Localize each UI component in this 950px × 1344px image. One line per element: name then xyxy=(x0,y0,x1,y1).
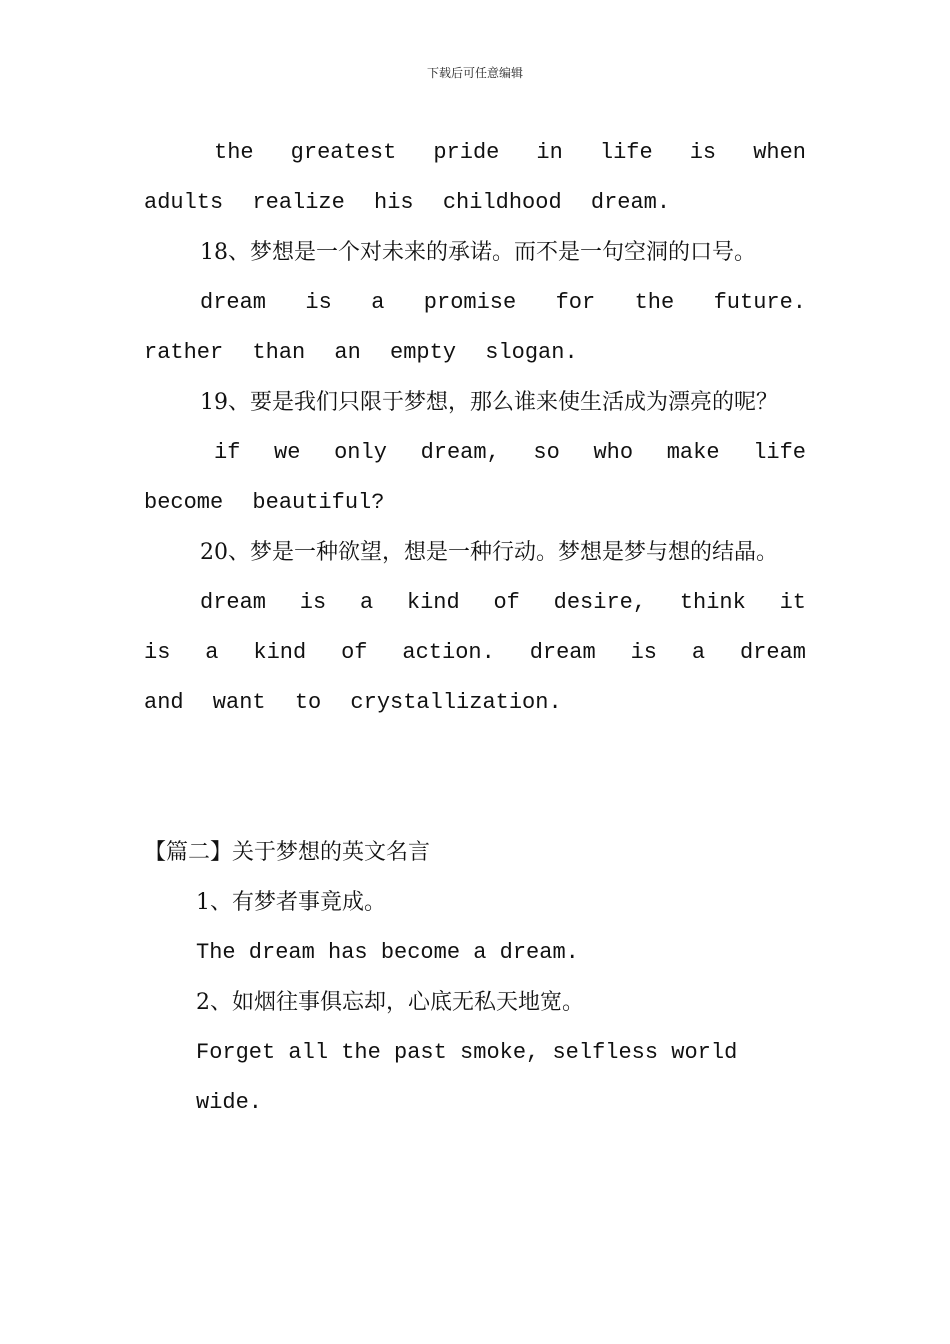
section-2-item-1-chinese: 1、有梦者事竟成。 xyxy=(196,890,386,915)
section-2-item-2-english: Forget all the past smoke, selfless world wide. xyxy=(196,1040,738,1115)
quote-19-english: if we only dream, so who make life become beautiful? xyxy=(144,440,806,515)
section-2-item-2-chinese: 2、如烟往事俱忘却，心底无私天地宽。 xyxy=(196,990,584,1015)
header-note: 下载后可任意编辑 xyxy=(426,66,523,80)
quote-19-chinese: 19、要是我们只限于梦想，那么谁来使生活成为漂亮的呢？ xyxy=(200,390,778,415)
quote-20-chinese: 20、梦是一种欲望，想是一种行动。梦想是梦与想的结晶。 xyxy=(200,540,778,565)
document-content xyxy=(144,128,806,1128)
section-2-item-1-english: The dream has become a dream. xyxy=(196,940,579,965)
section-2-title: 【篇二】关于梦想的英文名言 xyxy=(144,840,431,865)
quote-20-english: dream is a kind of desire, think it is a kind of action. dream is a dream and want to crystallization. xyxy=(144,590,806,715)
quote-18-chinese: 18、梦想是一个对未来的承诺。而不是一句空洞的口号。 xyxy=(200,240,756,265)
quote-17-english: the greatest pride in life is when adults realize his childhood dream. xyxy=(144,140,806,215)
quote-18-english: dream is a promise for the future. rather than an empty slogan. xyxy=(144,290,806,365)
